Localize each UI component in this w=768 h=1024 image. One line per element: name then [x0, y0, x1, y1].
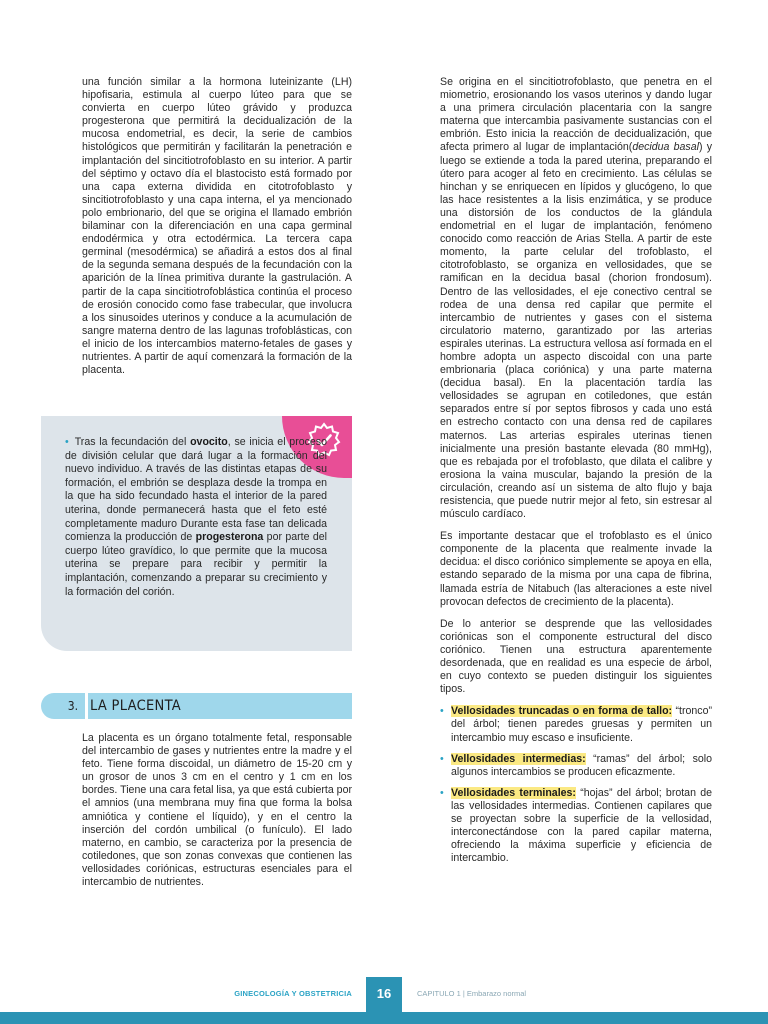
list-item: • Vellosidades terminales: “hojas” del árbol; brotan de las vellosidades intermedias. Contienen capilares que se proyectan sobre la superficie de la vellosidad, interconectándose con la pared capilar materna, ofreciendo la máxima superficie y eficiencia de intercambio.: [440, 787, 712, 866]
paragraph: Se origina en el sincitiotrofoblasto, que penetra en el miometrio, erosionando los vasos uterinos y dando lugar a una primera circulación placentaria con la sangre materna que intercambia pasivamente sustancias con el embrión. Esto inicia la reacción de decidualización, que afecta primero al lugar de implantación(decidua basal) y luego se extiende a toda la pared uterina, preparando el útero para acoger al feto en crecimiento. Las células se hinchan y se enriquecen en lípidos y glucógeno, lo que las hace resistentes a la lisis enzimática, y se produce una distorsión de los conductos de la glándula endometrial en el lugar de implantación, fenómeno conocido como reacción de Arias Stella. A partir de este momento, la parte celular del trofoblasto, el citotrofoblasto, se organiza en vellosidades, que se ramifican en la decidua basal (chorion frondosum). Dentro de las vellosidades, el eje conectivo central se rodea de una densa red capilar que permite el intercambio de nutrientes y gases con el sistema circulatorio materno, garantizado por las arterias espirales uterinas. La estructura vellosa así formada en el hombre adopta un aspecto discoidal con una parte embrionaria (placa coriónica) y una parte materna (decidua basal). En la placentación tardía las vellosidades se agrupan en cotiledones, que están separados entre sí por septos fibrosos y cada uno está en estrecho contacto con una densa red de capilares maternos. Las arterias espirales uterinas tienen inicialmente una presión bastante elevada (80 mmHg), que es rebajada por el trofoblasto, que dilata el calibre y erosiona la vaina muscular, bajando la presión de la circulación, creando así un sistema de alto flujo y baja resistencia, que puede nutrir mejor al feto, sin estresar al músculo cardíaco.: [440, 76, 712, 521]
term-ovocito: ovocito: [190, 436, 228, 448]
footer-bar: [0, 1012, 768, 1024]
section-title: LA PLACENTA: [88, 693, 352, 719]
info-box: [41, 416, 352, 651]
bullet-icon: •: [65, 436, 69, 448]
paragraph: Es importante destacar que el trofoblasto es el único componente de la placenta que realmente invade la decidua: el disco coriónico simplemente se apoya en ella, estando separado de la misma por una capa de fibrina, llamada estría de Nitabuch (las alteraciones a este nivel provocan defectos de crecimiento de la placenta).: [440, 530, 712, 608]
paragraph: De lo anterior se desprende que las vellosidades coriónicas son el componente estructural del disco coriónico. Tienen una estructura aparentemente desordenada, que en realidad es una especie de árbol, en cuyo contexto se pueden distinguir los siguientes tipos.: [440, 617, 712, 696]
section-heading: [41, 693, 352, 719]
list-item: • Vellosidades truncadas o en forma de tallo: “tronco” del árbol; tienen paredes gruesas y permiten un intercambio muy escaso e insuficiente.: [440, 705, 712, 744]
section-body: La placenta es un órgano totalmente fetal, responsable del intercambio de gases y nutrientes entre la madre y el feto. Tiene forma discoidal, un diámetro de 15-20 cm y un grosor de unos 3 cm en el centro y 1 cm en los bordes. Tiene una cara fetal lisa, ya que está cubierta por el amnios (una membrana muy fina que forma la bolsa amniótica y contiene el líquido), y en el centro la inserción del cordón umbilical (o funículo). El lado materno, en cambio, se caracteriza por la presencia de cotiledones, que son zonas convexas que contienen las vellosidades coriónicas, estructuras esenciales para el intercambio de nutrientes.: [82, 732, 352, 889]
page-number: 16: [366, 977, 402, 1013]
footer-chapter: CAPITULO 1 | Embarazo normal: [417, 989, 527, 998]
left-column: [82, 76, 352, 377]
villi-list: [440, 705, 712, 865]
section-number: 3.: [41, 693, 85, 719]
paragraph: una función similar a la hormona luteinizante (LH) hipofisaria, estimula al cuerpo lúteo para que se convierta en cuerpo lúteo grávido y produzca progesterona que permitirá la decidualización de la mucosa endometrial, es decir, la serie de cambios histológicos que permitirán y facilitarán la penetración e implantación del sincitiotrofoblasto en su interior. A partir del séptimo y octavo día el blastocisto está formado por una capa externa dividida en citotrofoblasto y sincitiotrofoblasto y una capa interna, el ya mencionado polo embrionario, del que se origina el llamado embrión bilaminar con la diferenciación en una capa germinal endodérmica y otra ectodérmica. La tercera capa germinal (mesodérmica) se añadirá a estos dos al final de la segunda semana después de la fecundación con la aparición de la línea primitiva durante la gastrulación. A partir de la capa sincitiotrofoblástica continúa el proceso de erosión conocido como fase trabecular, que involucra a los sinusoides uterinos y conduce a la acumulación de sangre materna dentro de las lagunas trofoblásticas, con el inicio de los intercambios materno-fetales de gases y nutrientes. A partir de aquí comenzará la formación de la placenta.: [82, 76, 352, 377]
footer-book-title: GINECOLOGÍA Y OBSTETRICIA: [234, 989, 352, 998]
term-progesterona: progesterona: [195, 531, 264, 544]
list-item: • Vellosidades intermedias: “ramas” del árbol; solo algunos intercambios se producen eficazmente.: [440, 753, 712, 779]
right-column: [440, 76, 712, 873]
info-box-text: • Tras la fecundación del ovocito, se inicia el proceso de división celular que dará lugar a la formación del nuevo individuo. A través de las distintas etapas de su formación, el embrión se desplaza desde la trompa en la que ha sido fecundado hasta el interior de la pared uterina, donde permanecerá hasta que el feto esté completamente maduro Durante esta fase tan delicada comienza la producción de progesterona por parte del cuerpo lúteo gravídico, lo que permite que la mucosa uterina se prepare para recibir y permitir la implantación, comenzando a preparar su crecimiento y la formación del corión.: [65, 436, 327, 598]
